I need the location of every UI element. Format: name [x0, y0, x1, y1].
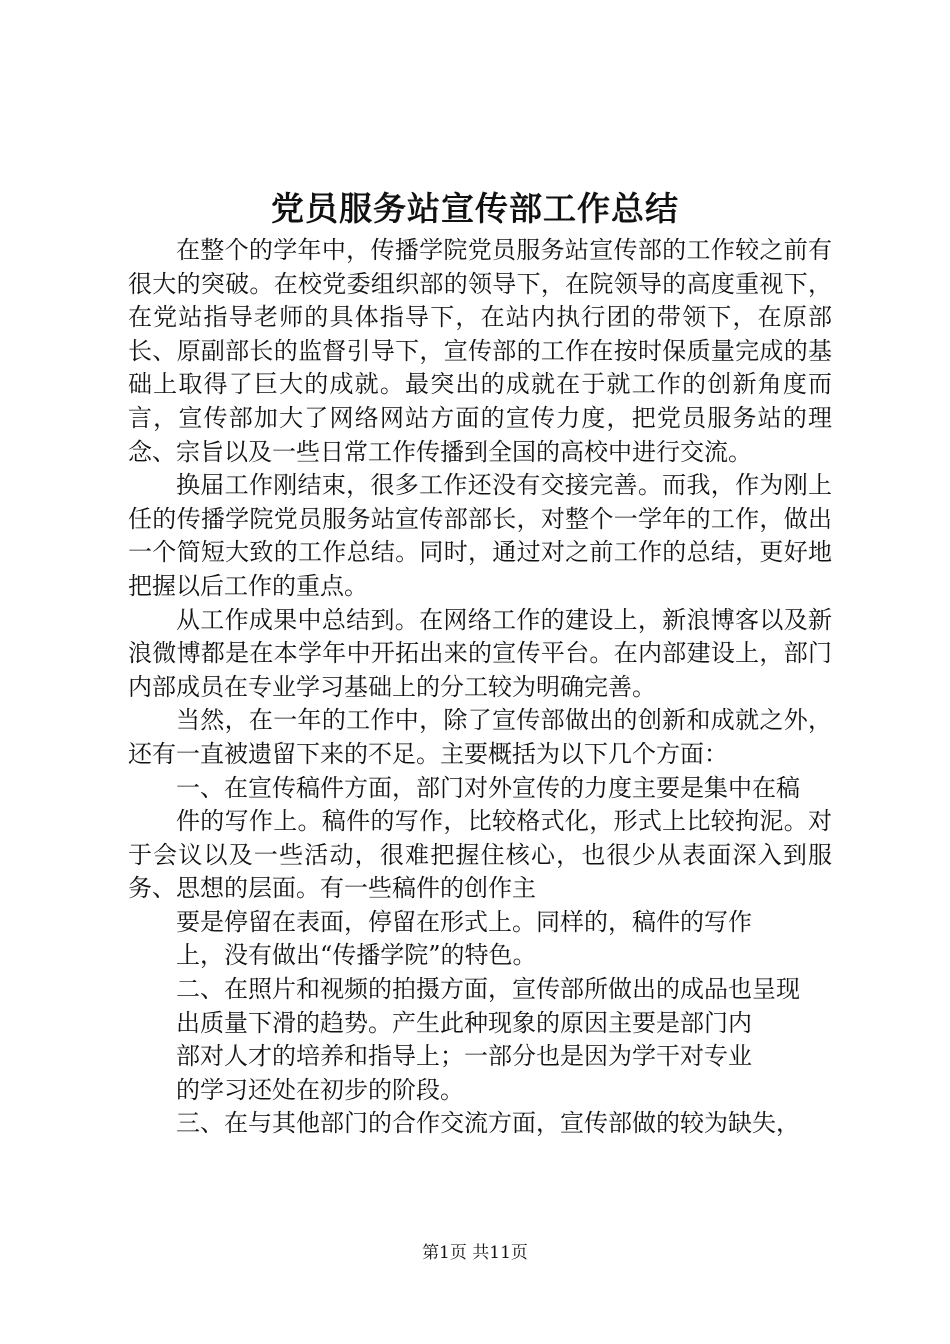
- paragraph-point-three-heading: 三、在与其他部门的合作交流方面，宣传部做的较为缺失，: [176, 1109, 800, 1138]
- paragraph-handover: 换届工作刚结束，很多工作还没有交接完善。而我，作为刚上任的传播学院党员服务站宣传部部长，对整个一学年的工作，做出一个简短大致的工作总结。同时，通过对之前工作的总结，更好地把握以后工作的重点。: [128, 471, 832, 600]
- paragraph-point-one-line-a: 要是停留在表面，停留在形式上。同样的，稿件的写作: [176, 907, 752, 936]
- document-body: [128, 234, 832, 1141]
- paragraph-point-one-heading: 一、在宣传稿件方面，部门对外宣传的力度主要是集中在稿: [176, 773, 800, 802]
- paragraph-point-two-line-a: 出质量下滑的趋势。产生此种现象的原因主要是部门内: [176, 1008, 752, 1037]
- paragraph-shortcomings-intro: 当然，在一年的工作中，除了宣传部做出的创新和成就之外，还有一直被遗留下来的不足。主要概括为以下几个方面：: [128, 706, 832, 768]
- paragraph-point-one-line-b: 上，没有做出“传播学院”的特色。: [176, 941, 537, 970]
- paragraph-point-two-heading: 二、在照片和视频的拍摄方面，宣传部所做出的成品也呈现: [176, 975, 800, 1004]
- paragraph-intro: 在整个的学年中，传播学院党员服务站宣传部的工作较之前有很大的突破。在校党委组织部的领导下，在院领导的高度重视下，在党站指导老师的具体指导下，在站内执行团的带领下，在原部长、原副部长的监督引导下，宣传部的工作在按时保质量完成的基础上取得了巨大的成就。最突出的成就在于就工作的创新角度而言，宣传部加大了网络网站方面的宣传力度，把党员服务站的理念、宗旨以及一些日常工作传播到全国的高校中进行交流。: [128, 236, 832, 466]
- paragraph-point-two-line-b: 部对人才的培养和指导上；一部分也是因为学干对专业: [176, 1042, 752, 1071]
- page-title: 党员服务站宣传部工作总结: [271, 189, 679, 228]
- page-number-footer: 第1页 共11页: [422, 1243, 528, 1263]
- paragraph-point-one-body: 件的写作上。稿件的写作，比较格式化，形式上比较拘泥。对于会议以及一些活动，很难把握住核心，也很少从表面深入到服务、思想的层面。有一些稿件的创作主: [128, 807, 832, 903]
- paragraph-point-two-line-c: 的学习还处在初步的阶段。: [176, 1075, 464, 1104]
- paragraph-achievements: 从工作成果中总结到。在网络工作的建设上，新浪博客以及新浪微博都是在本学年中开拓出来的宣传平台。在内部建设上，部门内部成员在专业学习基础上的分工较为明确完善。: [128, 605, 832, 701]
